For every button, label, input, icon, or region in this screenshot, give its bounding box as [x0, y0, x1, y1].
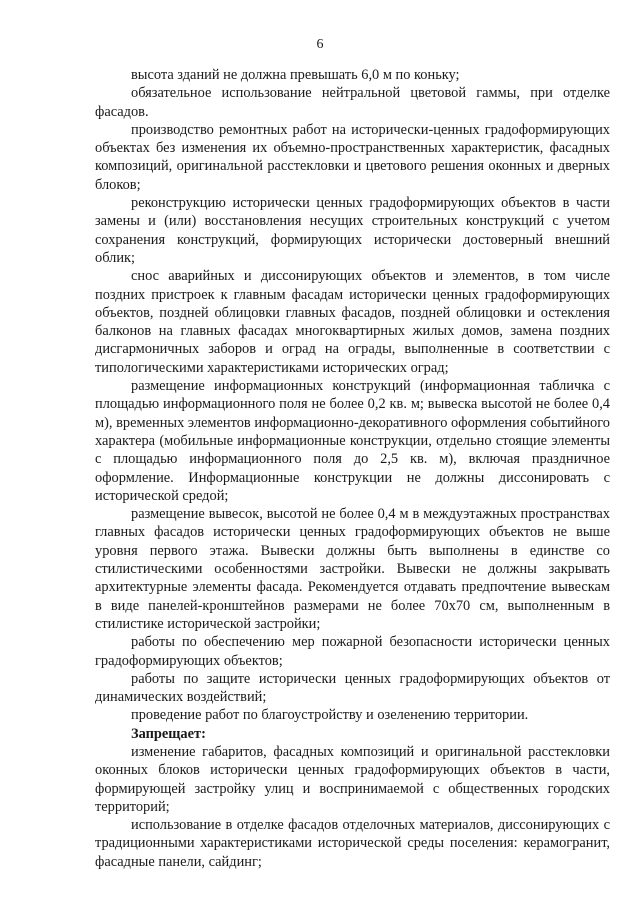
paragraph-fire-safety: работы по обеспечению мер пожарной безопасности исторически ценных градоформирующих объектов; — [95, 634, 610, 669]
paragraph-landscaping: проведение работ по благоустройству и озеленению территории. — [131, 707, 529, 724]
paragraph-signboards: размещение вывесок, высотой не более 0,4 м в междуэтажных пространствах главных фасадов исторически ценных градоформирующих объектов не выше уровня первого этажа. Вывески должны быть выполнены в единстве со стилистическими особенностями застройки. Вывески не должны закрывать архитектурные элементы фасада. Рекомендуется отдавать предпочтение вывескам в виде панелей-кронштейнов размерами не более 70х70 см, выполненным в стилистике исторической застройки; — [95, 506, 610, 632]
paragraph-finishing-materials: использование в отделке фасадов отделочных материалов, диссонирующих с традиционными характеристиками исторической среды поселения: керамогранит, фасадные панели, сайдинг; — [95, 817, 610, 870]
paragraph-reconstruction: реконструкцию исторически ценных градоформирующих объектов в части замены и (или) восстановления несущих строительных конструкций с учетом сохранения конструкций, формирующих исторически достоверный внешний облик; — [95, 195, 610, 266]
section-heading-prohibits: Запрещает: — [131, 725, 206, 742]
paragraph-repair-works: производство ремонтных работ на исторически-ценных градоформирующих объектах без изменения их объемно-пространственных характеристик, фасадных композиций, оригинальной расстекловки и цветового решения оконных и дверных блоков; — [95, 121, 610, 193]
paragraph-dynamic-protection: работы по защите исторически ценных градоформирующих объектов от динамических воздействий; — [95, 670, 610, 706]
document-body — [95, 66, 610, 871]
paragraph-demolition: снос аварийных и диссонирующих объектов и элементов, в том числе поздних пристроек к главным фасадам исторически ценных градоформирующих объектов, поздней облицовки главных фасадов, поздней облицовки и остекления балконов на главных фасадах многоквартирных жилых домов, замена поздних дисгармоничных заборов и оград на ограды, выполненные в соответствии с типологическими характеристиками исторических оград; — [95, 268, 610, 376]
page-number: 6 — [316, 37, 324, 52]
paragraph-info-structures: размещение информационных конструкций (информационная табличка с площадью информационного поля не более 0,2 кв. м; вывеска высотой не более 0,4 м), временных элементов информационно-декоративного оформления событийного характера (мобильные информационные конструкции, отдельно стоящие элементы с площадью информационного поля до 2,5 кв. м), включая праздничное оформление. Информационные конструкции не должны диссонировать с исторической средой; — [95, 378, 610, 504]
paragraph-dimension-changes: изменение габаритов, фасадных композиций и оригинальной расстекловки оконных блоков исторически ценных градоформирующих объектов в части, формирующей застройку улиц и воспринимаемой с общественных городских территорий; — [95, 743, 610, 815]
paragraph-neutral-colors: обязательное использование нейтральной цветовой гаммы, при отделке фасадов. — [95, 85, 610, 120]
paragraph-roof-height: высота зданий не должна превышать 6,0 м по коньку; — [131, 67, 460, 83]
